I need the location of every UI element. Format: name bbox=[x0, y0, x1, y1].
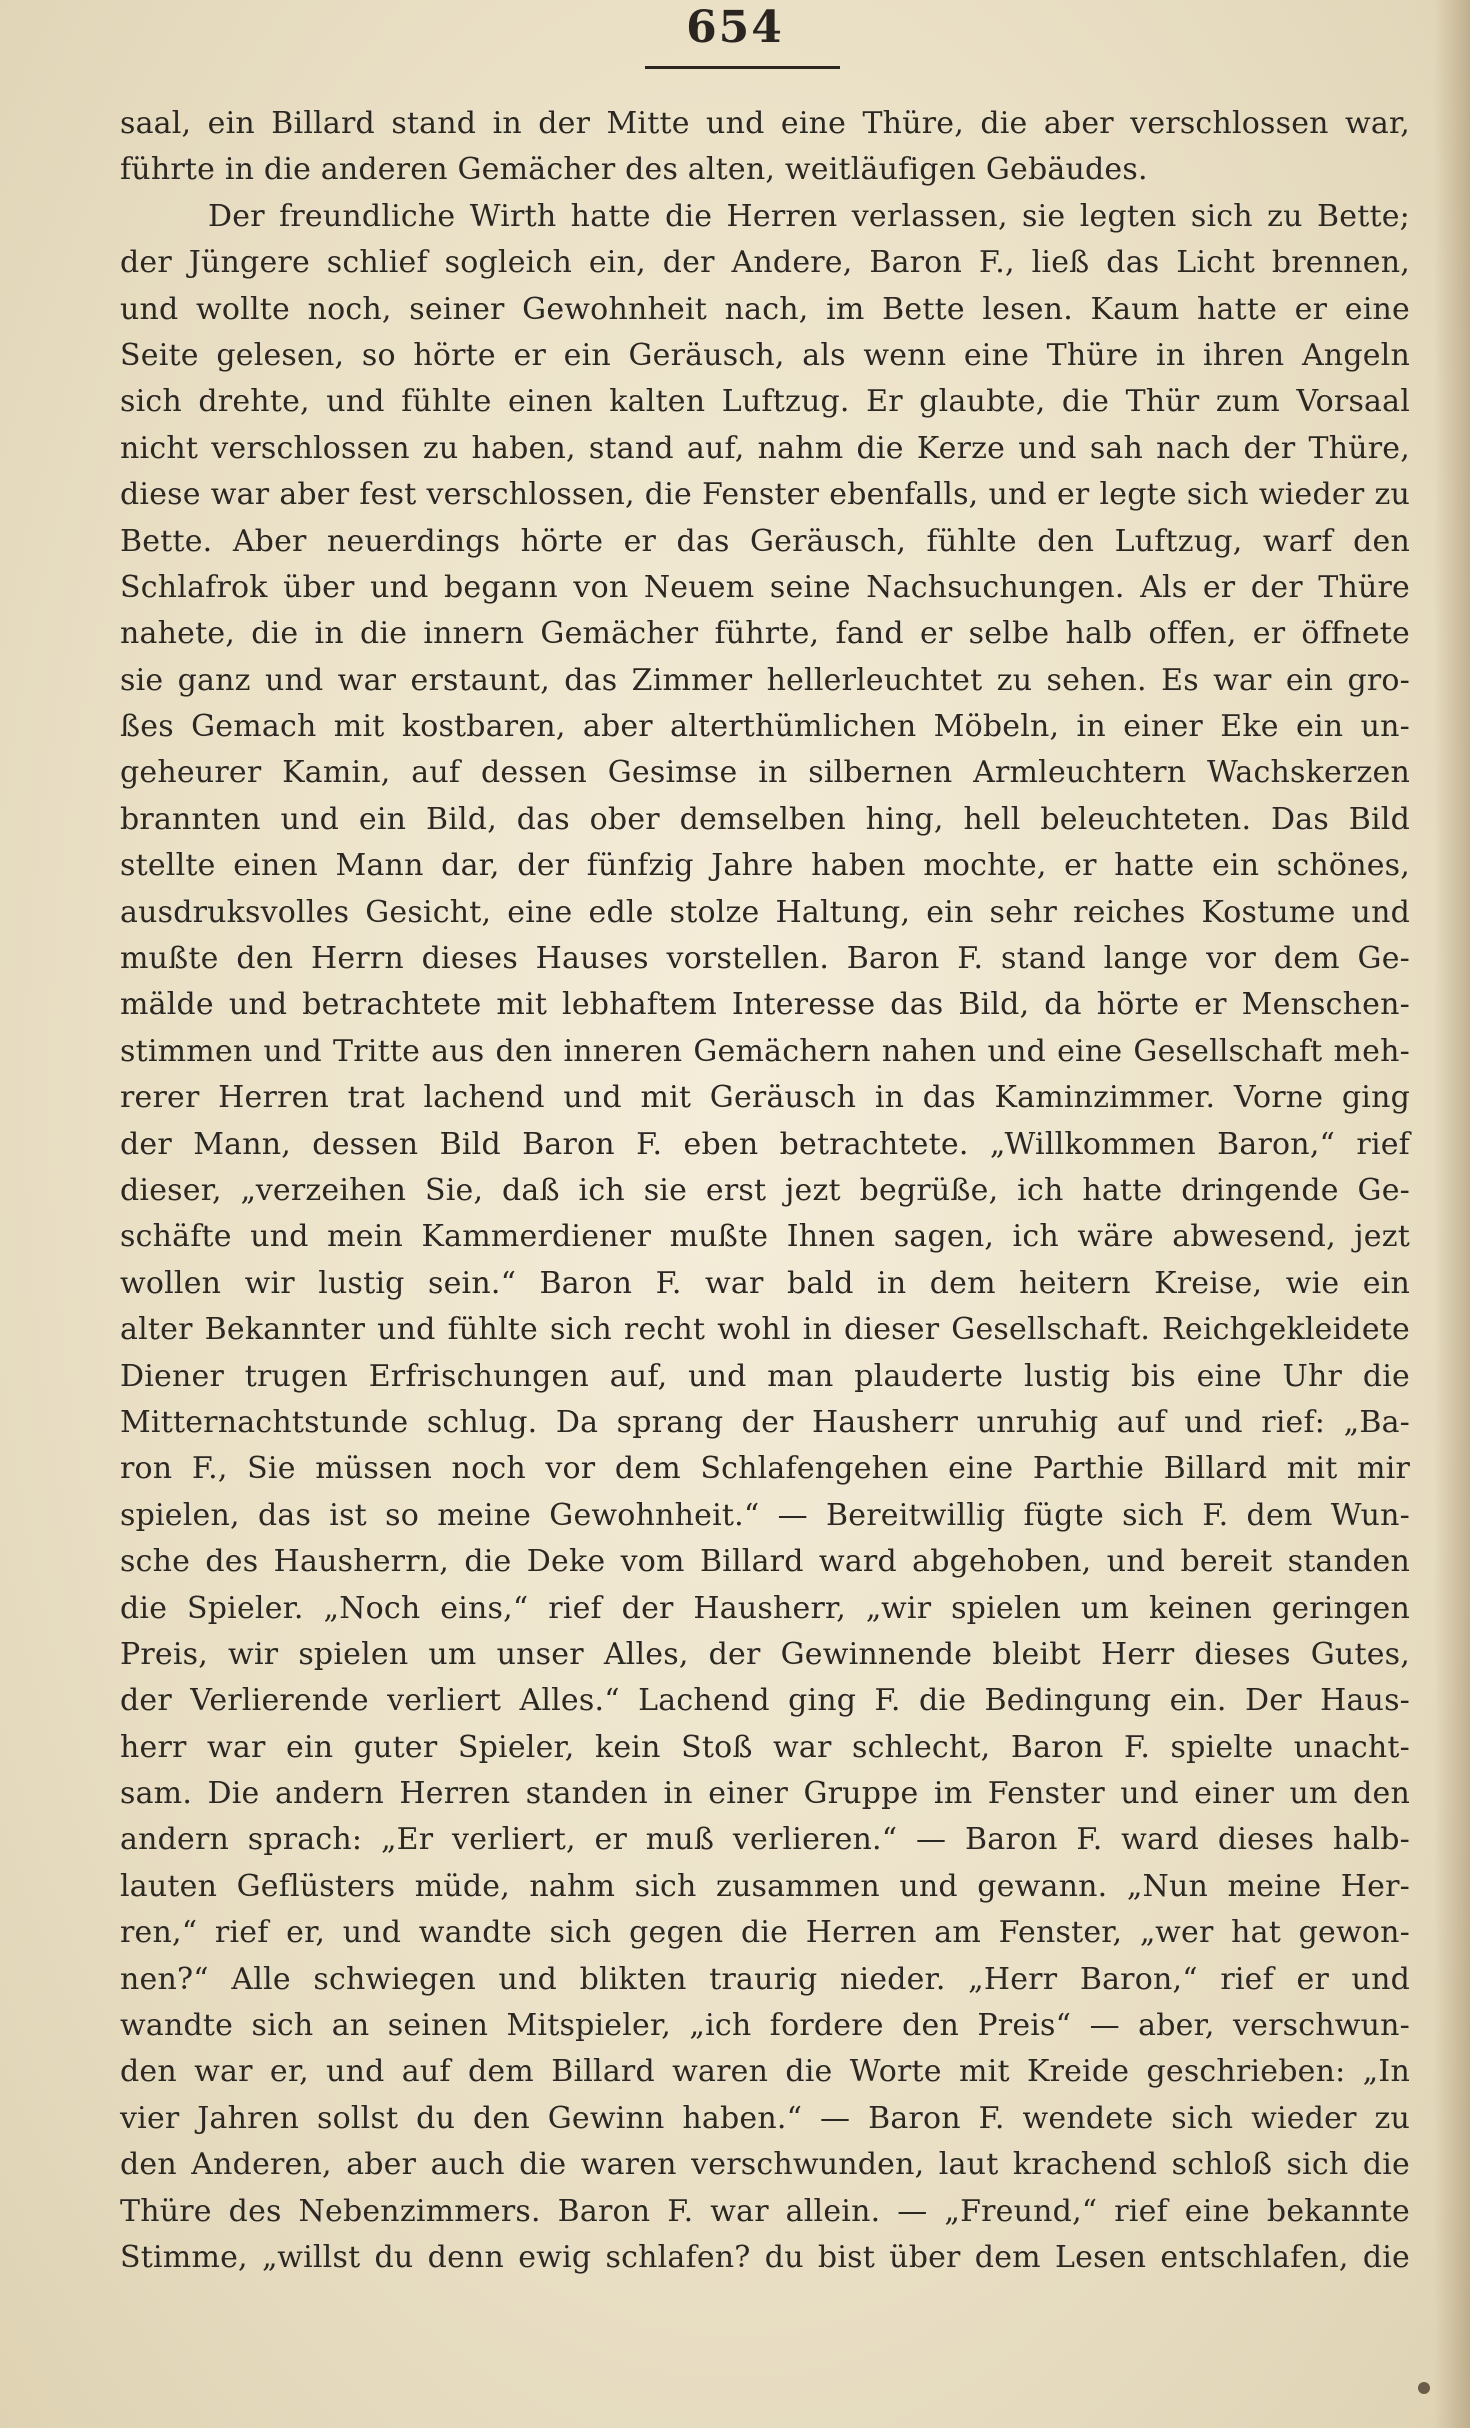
text-line: mußte den Herrn dieses Hauses vorstellen. Baron F. stand lange vor dem Ge- bbox=[120, 941, 1410, 977]
text-line: ron F., Sie müssen noch vor dem Schlafengehen eine Parthie Billard mit mir bbox=[120, 1451, 1410, 1487]
text-line: führte in die anderen Gemächer des alten, weitläufigen Gebäudes. bbox=[120, 152, 1148, 188]
text-line: sche des Hausherrn, die Deke vom Billard ward abgehoben, und bereit standen bbox=[120, 1544, 1410, 1580]
text-line: lauten Geflüsters müde, nahm sich zusammen und gewann. „Nun meine Her- bbox=[120, 1868, 1410, 1904]
text-line: und wollte noch, seiner Gewohnheit nach, im Bette lesen. Kaum hatte er eine bbox=[120, 291, 1410, 327]
text-line: wandte sich an seinen Mitspieler, „ich fordere den Preis“ — aber, verschwun- bbox=[120, 2008, 1410, 2044]
body-text bbox=[120, 101, 1410, 2281]
text-line: spielen, das ist so meine Gewohnheit.“ — Bereitwillig fügte sich F. dem Wun- bbox=[120, 1497, 1410, 1533]
text-line: Diener trugen Erfrischungen auf, und man plauderte lustig bis eine Uhr die bbox=[120, 1358, 1410, 1394]
text-line: Schlafrok über und begann von Neuem seine Nachsuchungen. Als er der Thüre bbox=[120, 569, 1410, 605]
text-line: schäfte und mein Kammerdiener mußte Ihnen sagen, ich wäre abwesend, jezt bbox=[120, 1219, 1410, 1255]
text-line: nahete, die in die innern Gemächer führte, fand er selbe halb offen, er öffnete bbox=[120, 616, 1410, 652]
text-line: ßes Gemach mit kostbaren, aber alterthümlichen Möbeln, in einer Eke ein un- bbox=[120, 709, 1410, 745]
text-line: rerer Herren trat lachend und mit Geräusch in das Kaminzimmer. Vorne ging bbox=[120, 1080, 1410, 1116]
text-line: Bette. Aber neuerdings hörte er das Geräusch, fühlte den Luftzug, warf den bbox=[120, 523, 1410, 559]
text-line: den Anderen, aber auch die waren verschwunden, laut krachend schloß sich die bbox=[120, 2147, 1410, 2183]
text-line: sam. Die andern Herren standen in einer Gruppe im Fenster und einer um den bbox=[120, 1776, 1410, 1812]
text-line: den war er, und auf dem Billard waren die Worte mit Kreide geschrieben: „In bbox=[120, 2054, 1410, 2090]
ink-stain bbox=[1418, 2382, 1430, 2394]
text-line: geheurer Kamin, auf dessen Gesimse in silbernen Armleuchtern Wachskerzen bbox=[120, 755, 1410, 791]
page-gutter-shadow bbox=[1434, 0, 1470, 2428]
text-line: saal, ein Billard stand in der Mitte und eine Thüre, die aber verschlossen war, bbox=[120, 106, 1410, 141]
text-line: sich drehte, und fühlte einen kalten Luftzug. Er glaubte, die Thür zum Vorsaal bbox=[120, 384, 1410, 420]
text-line: andern sprach: „Er verliert, er muß verlieren.“ — Baron F. ward dieses halb- bbox=[120, 1822, 1410, 1858]
text-line: ren,“ rief er, und wandte sich gegen die Herren am Fenster, „wer hat gewon- bbox=[120, 1915, 1410, 1951]
text-line: ausdruksvolles Gesicht, eine edle stolze Haltung, ein sehr reiches Kostume und bbox=[120, 894, 1410, 930]
text-line: Preis, wir spielen um unser Alles, der Gewinnende bleibt Herr dieses Gutes, bbox=[120, 1636, 1410, 1672]
text-line: sie ganz und war erstaunt, das Zimmer hellerleuchtet zu sehen. Es war ein gro- bbox=[120, 662, 1410, 698]
text-line: die Spieler. „Noch eins,“ rief der Hausherr, „wir spielen um keinen geringen bbox=[120, 1590, 1410, 1626]
text-line: stellte einen Mann dar, der fünfzig Jahre haben mochte, er hatte ein schönes, bbox=[120, 848, 1410, 884]
text-line: der Verlierende verliert Alles.“ Lachend ging F. die Bedingung ein. Der Haus- bbox=[120, 1683, 1410, 1719]
text-line: dieser, „verzeihen Sie, daß ich sie erst jezt begrüße, ich hatte dringende Ge- bbox=[120, 1172, 1410, 1208]
page-number: 654 bbox=[686, 2, 784, 53]
text-line: diese war aber fest verschlossen, die Fenster ebenfalls, und er legte sich wieder zu bbox=[120, 477, 1410, 513]
text-line: wollen wir lustig sein.“ Baron F. war bald in dem heitern Kreise, wie ein bbox=[120, 1265, 1410, 1301]
text-line: herr war ein guter Spieler, kein Stoß war schlecht, Baron F. spielte unacht- bbox=[120, 1729, 1410, 1765]
text-line: der Jüngere schlief sogleich ein, der Andere, Baron F., ließ das Licht brennen, bbox=[120, 245, 1410, 281]
text-line: der Mann, dessen Bild Baron F. eben betrachtete. „Willkommen Baron,“ rief bbox=[120, 1126, 1410, 1162]
text-line: alter Bekannter und fühlte sich recht wohl in dieser Gesellschaft. Reichgekleidete bbox=[120, 1312, 1410, 1348]
text-line: vier Jahren sollst du den Gewinn haben.“ — Baron F. wendete sich wieder zu bbox=[120, 2100, 1410, 2136]
header-rule bbox=[645, 66, 840, 69]
text-line: Seite gelesen, so hörte er ein Geräusch, als wenn eine Thüre in ihren Angeln bbox=[120, 337, 1410, 373]
text-line: Thüre des Nebenzimmers. Baron F. war allein. — „Freund,“ rief eine bekannte bbox=[120, 2193, 1410, 2229]
text-line: Mitternachtstunde schlug. Da sprang der Hausherr unruhig auf und rief: „Ba- bbox=[120, 1404, 1410, 1440]
text-line: nen?“ Alle schwiegen und blikten traurig nieder. „Herr Baron,“ rief er und bbox=[120, 1961, 1410, 1997]
text-line: nicht verschlossen zu haben, stand auf, nahm die Kerze und sah nach der Thüre, bbox=[120, 430, 1410, 466]
text-line: stimmen und Tritte aus den inneren Gemächern nahen und eine Gesellschaft meh- bbox=[120, 1033, 1410, 1069]
text-line: mälde und betrachtete mit lebhaftem Interesse das Bild, da hörte er Menschen- bbox=[120, 987, 1410, 1023]
text-line: brannten und ein Bild, das ober demselben hing, hell beleuchteten. Das Bild bbox=[120, 801, 1410, 837]
text-line: Stimme, „willst du denn ewig schlafen? du bist über dem Lesen entschlafen, die bbox=[120, 2239, 1410, 2275]
text-line: Der freundliche Wirth hatte die Herren verlassen, sie legten sich zu Bette; bbox=[208, 198, 1410, 234]
